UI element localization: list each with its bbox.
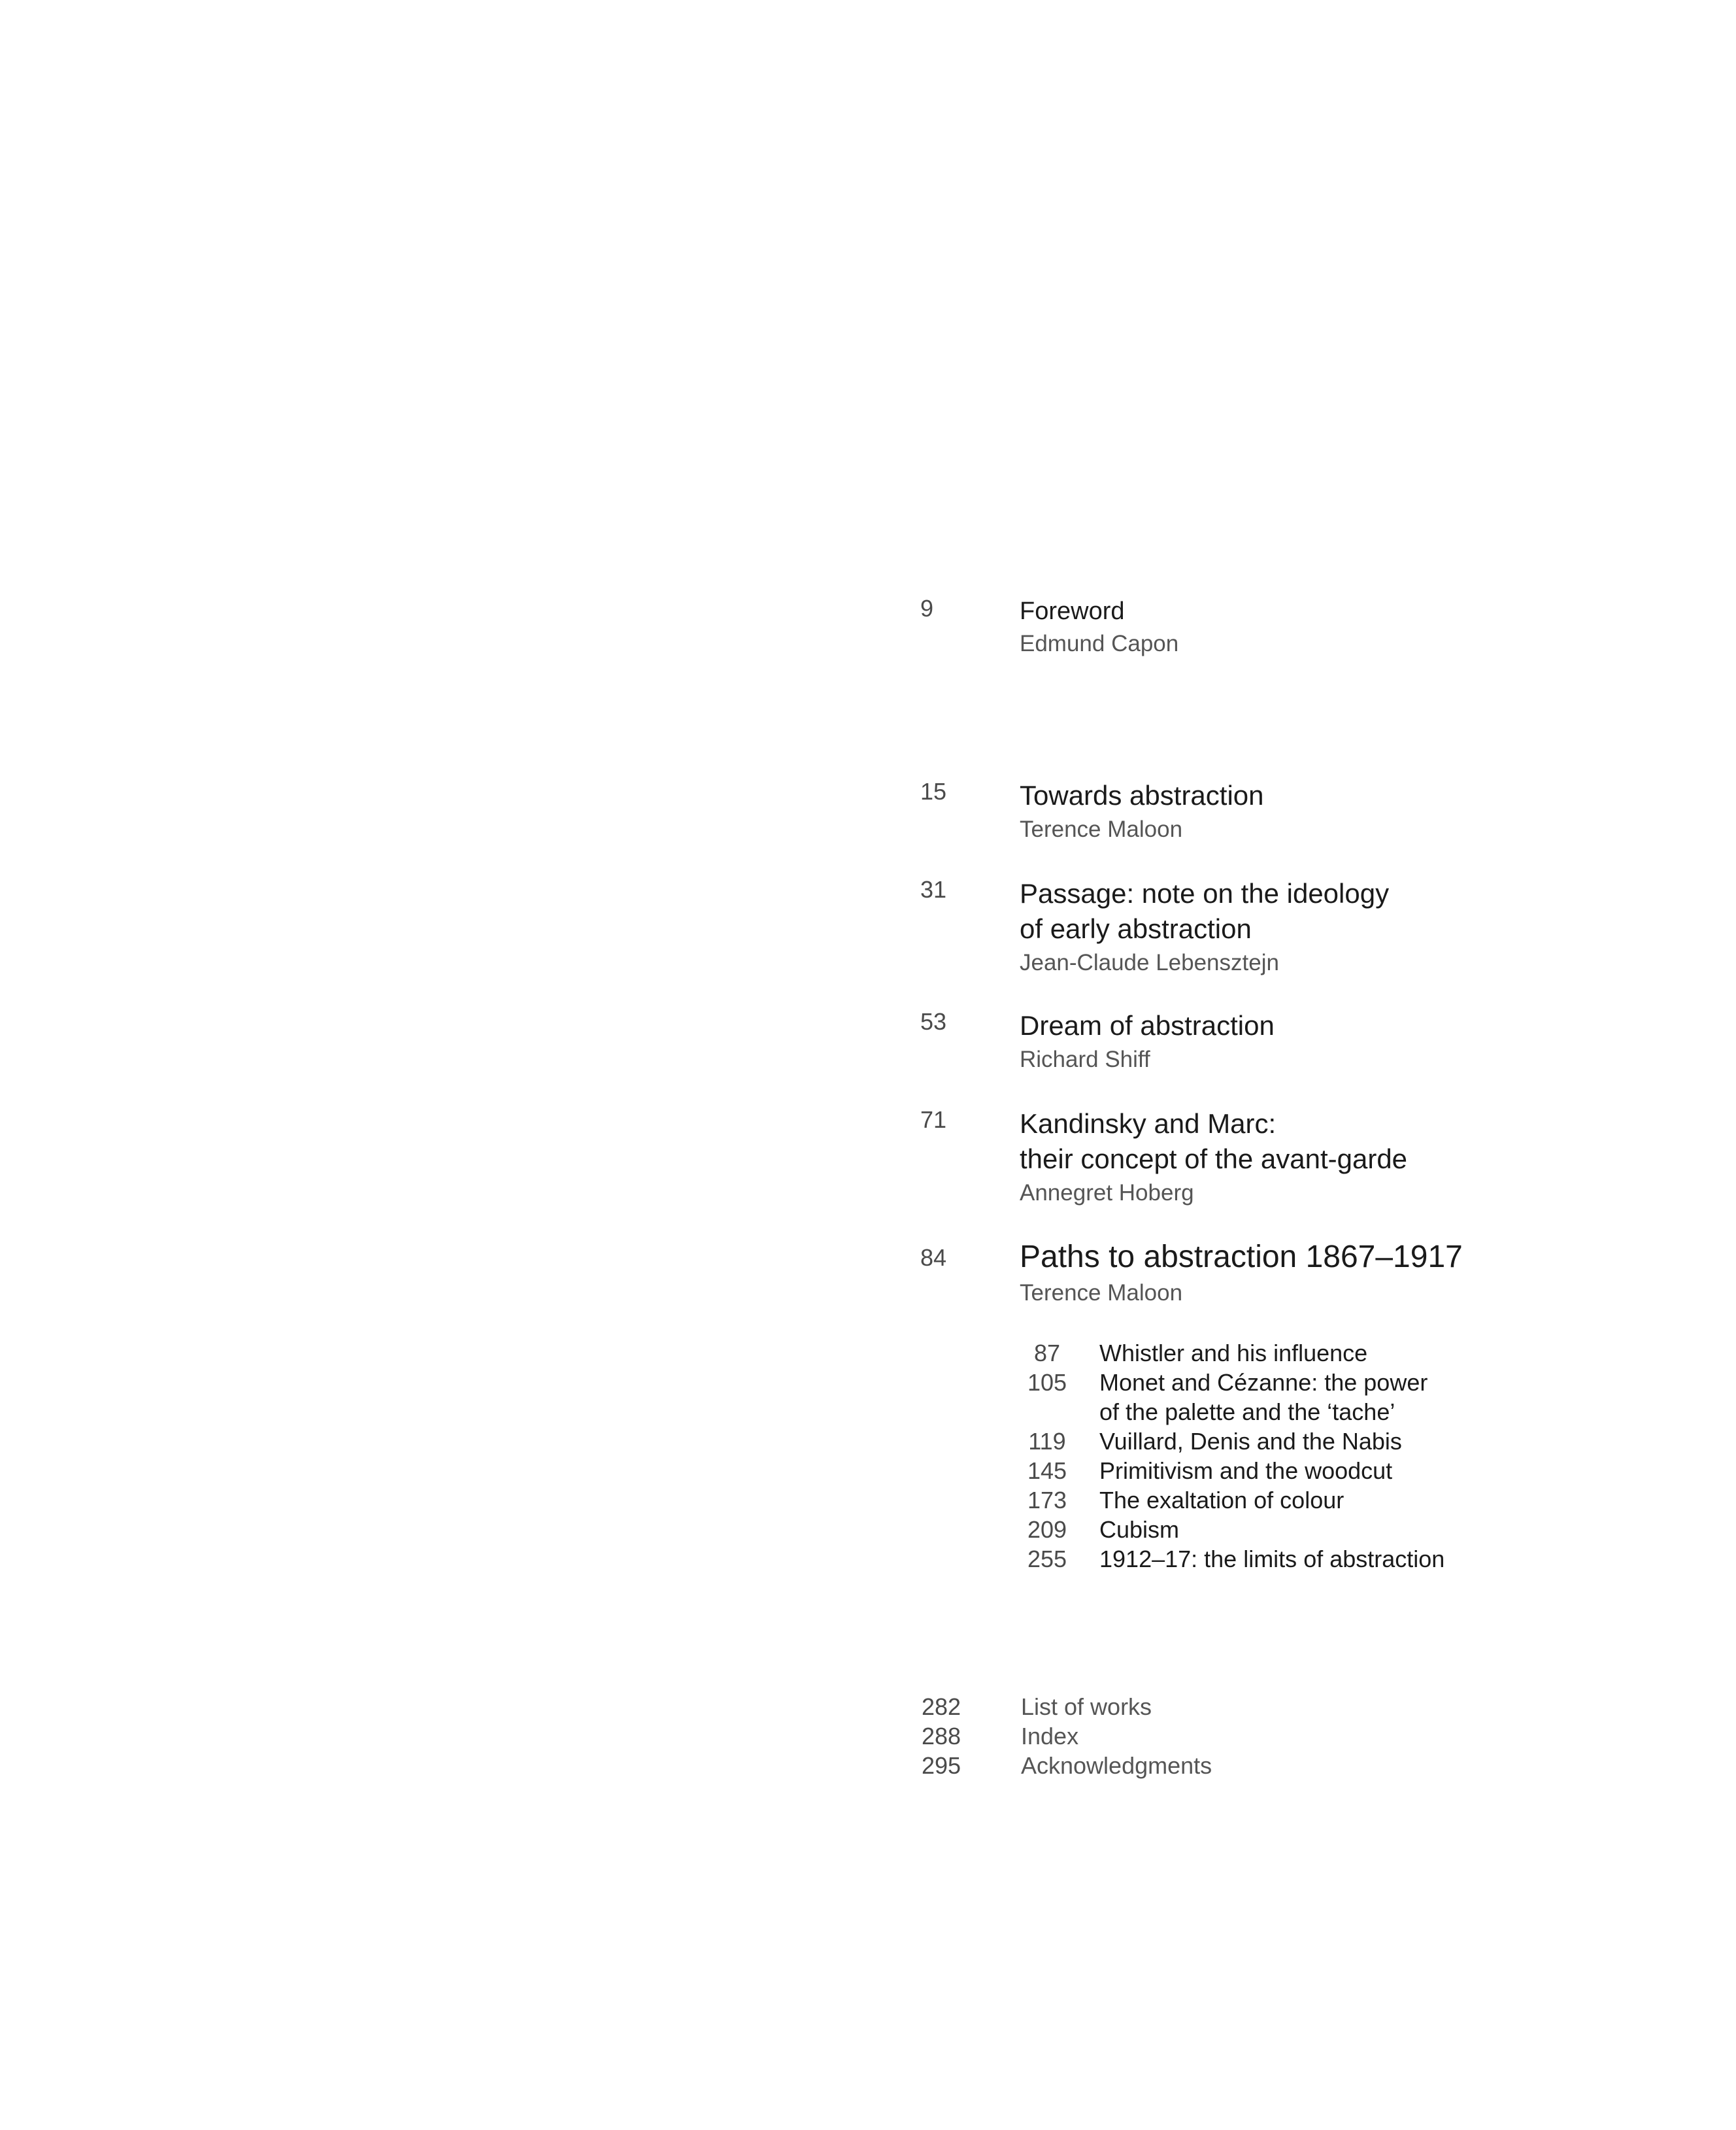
entry-author: Edmund Capon xyxy=(1020,631,1179,656)
subentry-page-number: 255 xyxy=(1027,1546,1067,1572)
backmatter-page-number: 295 xyxy=(922,1752,961,1779)
backmatter-title: List of works xyxy=(1021,1693,1152,1720)
entry-body xyxy=(1020,1106,1582,1209)
entry-body xyxy=(1020,595,1582,660)
entry-body xyxy=(1020,876,1582,979)
entry-author: Terence Maloon xyxy=(1020,1280,1183,1306)
subentry-page-number: 105 xyxy=(1027,1369,1067,1396)
page-number: 84 xyxy=(920,1244,947,1271)
entry-title: Dream of abstraction xyxy=(1020,1010,1275,1041)
entry-title: Foreword xyxy=(1020,598,1125,625)
entry-body xyxy=(1020,1008,1582,1076)
entry-body xyxy=(1020,778,1582,846)
entry-body xyxy=(1020,1238,1582,1310)
entry-author: Annegret Hoberg xyxy=(1020,1180,1194,1206)
backmatter-page-number: 282 xyxy=(922,1693,961,1720)
entry-author: Richard Shiff xyxy=(1020,1047,1150,1072)
subentry-page-number: 209 xyxy=(1027,1516,1067,1543)
entry-title: Towards abstraction xyxy=(1020,780,1264,811)
subentry-page-number: 119 xyxy=(1028,1428,1066,1455)
backmatter-title: Acknowledgments xyxy=(1021,1752,1212,1779)
backmatter-title: Index xyxy=(1021,1723,1079,1750)
subentry-page-number: 87 xyxy=(1033,1340,1061,1366)
page-number: 71 xyxy=(920,1106,947,1133)
entry-author: Jean-Claude Lebensztejn xyxy=(1020,950,1279,975)
subentry-title: Cubism xyxy=(1099,1516,1180,1543)
page-number: 31 xyxy=(920,876,947,903)
page-number: 53 xyxy=(920,1008,947,1035)
page-number: 15 xyxy=(920,778,947,805)
subentry-title: Vuillard, Denis and the Nabis xyxy=(1099,1428,1402,1455)
entry-author: Terence Maloon xyxy=(1020,817,1183,842)
backmatter-page-number: 288 xyxy=(922,1723,961,1750)
entry-title: Passage: note on the ideology of early abstraction xyxy=(1020,878,1390,944)
entry-title: Kandinsky and Marc: their concept of the avant-garde xyxy=(1020,1108,1408,1174)
subentry-title: The exaltation of colour xyxy=(1099,1487,1344,1513)
page-number: 9 xyxy=(920,595,934,622)
subentry-title: Monet and Cézanne: the power of the palette and the ‘tache’ xyxy=(1099,1369,1428,1425)
subentry-title: 1912–17: the limits of abstraction xyxy=(1099,1546,1445,1572)
subentry-page-number: 173 xyxy=(1027,1487,1067,1513)
subentry-title: Primitivism and the woodcut xyxy=(1099,1457,1393,1484)
entry-title: Paths to abstraction 1867–1917 xyxy=(1020,1240,1463,1274)
subentry-title: Whistler and his influence xyxy=(1099,1340,1368,1366)
subentry-page-number: 145 xyxy=(1027,1457,1067,1484)
